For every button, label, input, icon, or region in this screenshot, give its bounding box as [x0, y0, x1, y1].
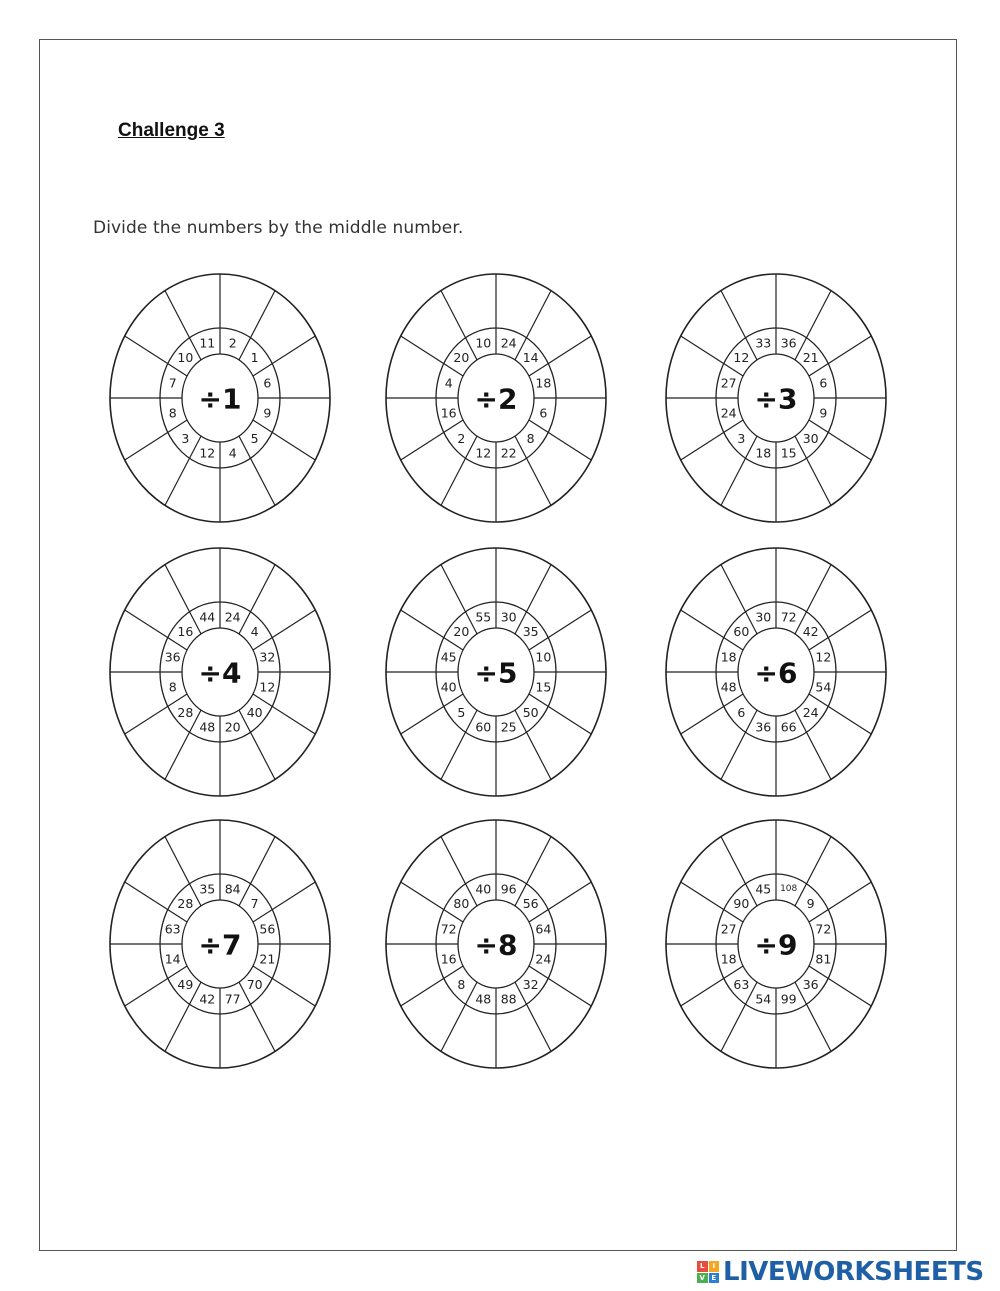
wheel-number: 24	[720, 405, 737, 421]
wheel-number: 8	[168, 679, 177, 695]
division-wheel	[666, 548, 886, 796]
wheel-number: 5	[250, 430, 259, 446]
wheel-divisor: ÷3	[754, 382, 798, 416]
wheel-number: 22	[500, 445, 517, 461]
wheel-number: 10	[177, 350, 194, 366]
liveworksheets-brand[interactable]	[697, 1257, 984, 1287]
wheel-number: 30	[755, 609, 772, 625]
wheel-number: 36	[164, 649, 181, 665]
logo-tile: I	[709, 1261, 720, 1272]
wheel-number: 70	[246, 976, 263, 992]
division-wheel	[110, 820, 330, 1068]
brand-text: LIVEWORKSHEETS	[723, 1257, 984, 1287]
wheel-number: 45	[755, 881, 772, 897]
wheel-number: 28	[177, 896, 194, 912]
wheel-number: 15	[535, 679, 552, 695]
wheel-number: 5	[457, 704, 466, 720]
wheel-number: 9	[263, 405, 272, 421]
logo-tile: V	[697, 1273, 708, 1284]
wheel-number: 6	[737, 704, 746, 720]
wheel-number: 99	[780, 991, 797, 1007]
wheel-number: 3	[181, 430, 190, 446]
wheel-number: 2	[228, 335, 237, 351]
wheel-divisor: ÷1	[198, 382, 242, 416]
wheel-number: 9	[806, 896, 815, 912]
wheel-number: 60	[733, 624, 750, 640]
wheel-number: 35	[199, 881, 216, 897]
wheel-number: 14	[164, 951, 181, 967]
wheel-number: 40	[246, 704, 263, 720]
wheel-number: 30	[500, 609, 517, 625]
wheel-number: 21	[802, 350, 819, 366]
wheel-number: 54	[815, 679, 832, 695]
wheel-number: 32	[522, 976, 539, 992]
wheel-number: 56	[259, 921, 276, 937]
wheel-number: 4	[250, 624, 259, 640]
wheel-number: 6	[539, 405, 548, 421]
wheel-number: 12	[815, 649, 832, 665]
wheel-divisor: ÷6	[754, 656, 798, 690]
wheel-number: 32	[259, 649, 276, 665]
wheel-number: 16	[440, 405, 457, 421]
wheel-number: 10	[475, 335, 492, 351]
wheel-number: 81	[815, 951, 832, 967]
wheel-number: 42	[802, 624, 819, 640]
wheel-number: 72	[815, 921, 832, 937]
wheel-number: 14	[522, 350, 539, 366]
instruction-text: Divide the numbers by the middle number.	[93, 218, 464, 238]
wheel-number: 30	[802, 430, 819, 446]
wheel-divisor: ÷2	[474, 382, 518, 416]
wheel-number: 8	[457, 976, 466, 992]
wheel-number: 64	[535, 921, 552, 937]
wheel-number: 56	[522, 896, 539, 912]
wheel-divisor: ÷9	[754, 928, 798, 962]
wheel-number: 6	[263, 375, 272, 391]
wheel-number: 24	[224, 609, 241, 625]
division-wheel	[386, 820, 606, 1068]
wheel-divisor: ÷4	[198, 656, 242, 690]
page-title: Challenge 3	[118, 120, 225, 141]
wheel-number: 63	[164, 921, 181, 937]
wheel-number: 28	[177, 704, 194, 720]
wheel-number: 10	[535, 649, 552, 665]
division-wheel	[666, 274, 886, 522]
division-wheel	[666, 820, 886, 1068]
wheel-number: 4	[228, 445, 237, 461]
wheel-number: 60	[475, 719, 492, 735]
wheel-number: 20	[453, 350, 470, 366]
wheel-number: 63	[733, 976, 750, 992]
wheel-number: 25	[500, 719, 517, 735]
wheel-number: 108	[780, 883, 798, 894]
wheel-number: 44	[199, 609, 216, 625]
wheel-number: 42	[199, 991, 216, 1007]
wheel-number: 48	[199, 719, 216, 735]
wheel-number: 77	[224, 991, 241, 1007]
wheel-number: 96	[500, 881, 517, 897]
wheel-number: 24	[802, 704, 819, 720]
wheel-number: 18	[720, 951, 737, 967]
wheel-number: 8	[168, 405, 177, 421]
wheel-number: 24	[535, 951, 552, 967]
wheel-number: 20	[453, 624, 470, 640]
wheel-number: 88	[500, 991, 517, 1007]
wheel-number: 12	[475, 445, 492, 461]
wheel-number: 84	[224, 881, 241, 897]
wheel-divisor: ÷5	[474, 656, 518, 690]
wheel-number: 27	[720, 921, 737, 937]
wheel-number: 55	[475, 609, 492, 625]
wheel-number: 21	[259, 951, 276, 967]
liveworksheets-logo-icon	[697, 1261, 719, 1283]
wheel-number: 12	[733, 350, 750, 366]
wheel-number: 12	[259, 679, 276, 695]
wheel-number: 80	[453, 896, 470, 912]
wheel-number: 36	[755, 719, 772, 735]
wheel-number: 8	[526, 430, 535, 446]
wheel-number: 11	[199, 335, 216, 351]
wheel-number: 50	[522, 704, 539, 720]
wheel-number: 48	[475, 991, 492, 1007]
wheel-number: 20	[224, 719, 241, 735]
wheel-number: 4	[444, 375, 453, 391]
wheel-number: 33	[755, 335, 772, 351]
wheel-number: 40	[475, 881, 492, 897]
division-wheel	[386, 548, 606, 796]
wheel-number: 27	[720, 375, 737, 391]
wheel-number: 18	[535, 375, 552, 391]
logo-tile: L	[697, 1261, 708, 1272]
wheel-number: 18	[755, 445, 772, 461]
wheel-number: 15	[780, 445, 797, 461]
wheel-number: 12	[199, 445, 216, 461]
wheel-number: 40	[440, 679, 457, 695]
wheel-number: 1	[250, 350, 259, 366]
wheel-number: 6	[819, 375, 828, 391]
wheel-number: 7	[168, 375, 177, 391]
division-wheel	[110, 548, 330, 796]
wheel-number: 45	[440, 649, 457, 665]
division-wheel	[110, 274, 330, 522]
wheel-number: 36	[780, 335, 797, 351]
wheel-number: 9	[819, 405, 828, 421]
wheel-number: 66	[780, 719, 797, 735]
wheel-number: 3	[737, 430, 746, 446]
wheel-number: 72	[780, 609, 797, 625]
wheel-number: 7	[250, 896, 259, 912]
wheel-number: 16	[177, 624, 194, 640]
wheel-number: 90	[733, 896, 750, 912]
wheel-number: 49	[177, 976, 194, 992]
wheel-number: 48	[720, 679, 737, 695]
wheel-number: 36	[802, 976, 819, 992]
wheel-number: 18	[720, 649, 737, 665]
wheel-number: 54	[755, 991, 772, 1007]
wheel-number: 72	[440, 921, 457, 937]
wheel-divisor: ÷8	[474, 928, 518, 962]
wheel-number: 2	[457, 430, 466, 446]
wheel-divisor: ÷7	[198, 928, 242, 962]
division-wheel	[386, 274, 606, 522]
wheel-number: 35	[522, 624, 539, 640]
logo-tile: E	[709, 1273, 720, 1284]
wheel-number: 16	[440, 951, 457, 967]
wheel-number: 24	[500, 335, 517, 351]
